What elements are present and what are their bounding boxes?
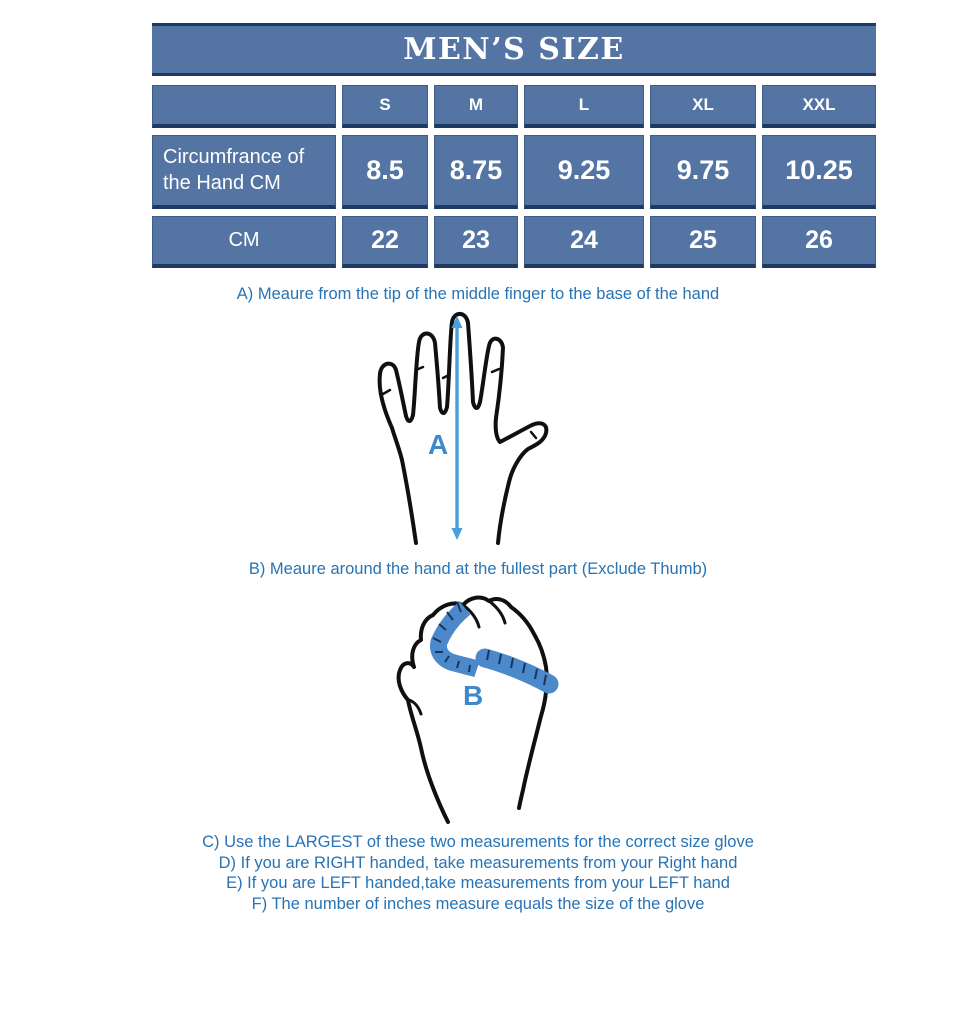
mens-size-table bbox=[152, 23, 876, 268]
col-header-xxl: XXL bbox=[762, 85, 876, 128]
cm-value-s: 22 bbox=[342, 216, 428, 268]
label-b: B bbox=[463, 680, 484, 711]
footnote-f: F) The number of inches measure equals the size of the glove bbox=[251, 895, 705, 914]
cm-value-m: 23 bbox=[434, 216, 518, 268]
label-a: A bbox=[428, 429, 449, 460]
caption-measure-b: B) Meaure around the hand at the fullest part (Exclude Thumb) bbox=[248, 560, 708, 578]
footnote-c: C) Use the LARGEST of these two measurements for the correct size glove bbox=[202, 833, 754, 851]
row-label-circumference: Circumfrance of the Hand CM bbox=[152, 135, 336, 209]
footnote-e: E) If you are LEFT handed,take measurements from your LEFT hand bbox=[226, 874, 730, 893]
fist-diagram bbox=[393, 588, 573, 833]
cm-value-xxl: 26 bbox=[762, 216, 876, 268]
corner-cell-empty bbox=[152, 85, 336, 128]
circumference-value-m: 8.75 bbox=[434, 135, 518, 209]
circumference-value-xl: 9.75 bbox=[650, 135, 756, 209]
footnote-d: D) If you are RIGHT handed, take measurements from your Right hand bbox=[218, 853, 738, 872]
circumference-value-xxl: 10.25 bbox=[762, 135, 876, 209]
size-table-grid bbox=[152, 85, 876, 268]
hand-outline bbox=[380, 314, 547, 543]
col-header-xl: XL bbox=[650, 85, 756, 128]
row-label-cm: CM bbox=[152, 216, 336, 268]
caption-measure-a: A) Meaure from the tip of the middle finger to the base of the hand bbox=[236, 285, 720, 303]
col-header-m: M bbox=[434, 85, 518, 128]
cm-value-l: 24 bbox=[524, 216, 644, 268]
circumference-value-s: 8.5 bbox=[342, 135, 428, 209]
col-header-l: L bbox=[524, 85, 644, 128]
table-title: MEN’S SIZE bbox=[152, 23, 876, 76]
cm-value-xl: 25 bbox=[650, 216, 756, 268]
footnotes-block bbox=[0, 832, 956, 915]
col-header-s: S bbox=[342, 85, 428, 128]
open-hand-diagram bbox=[372, 310, 562, 550]
circumference-value-l: 9.25 bbox=[524, 135, 644, 209]
